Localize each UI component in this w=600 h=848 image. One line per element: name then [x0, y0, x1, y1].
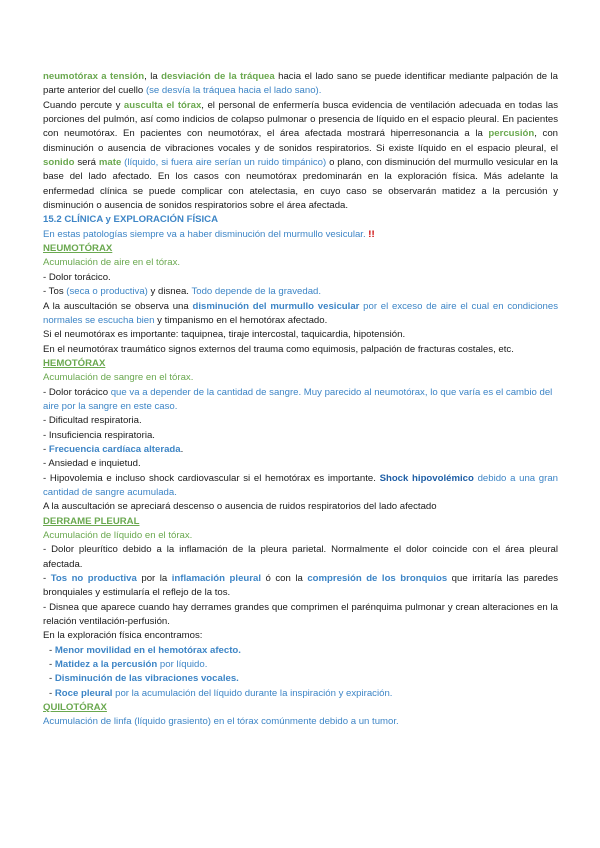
list-item: - Disnea que aparece cuando hay derrames grandes que comprimen el parénquima pulmonar y crean alteraciones en la relación ventilación-perfusión. — [43, 601, 558, 628]
list-item: - Ansiedad e inquietud. — [43, 458, 141, 470]
paragraph-tension — [43, 70, 558, 99]
term-sonido: sonido — [43, 157, 75, 169]
list-item: - Dificultad respiratoria. — [43, 415, 142, 427]
list-item — [43, 572, 558, 601]
text: - — [49, 687, 55, 699]
text: hacia el lado sano se puede identificar mediante palpación de la parte anterior del cuello — [43, 71, 558, 97]
list-item — [43, 285, 558, 299]
text: o plano, con disminución del murmullo vesicular en la base del lado afectado. En los casos con neumotórax predominarán en la exploración física. Más adelante la enfermedad clínica se puede complicar con atelectasia, en cuyo caso se observarán matidez a la percusión y disminución o ausencia de sonidos respiratorios sobre el área afectada. — [43, 157, 558, 212]
note: debido a una gran cantidad de sangre acumulada. — [43, 472, 559, 498]
text: - Dolor torácico — [43, 386, 111, 398]
paragraph: Si el neumotórax es importante: taquipnea, tiraje intercostal, taquicardia, hipotensión. — [43, 329, 406, 341]
text: será — [74, 157, 99, 169]
text: - Hipovolemia e incluso shock cardiovascular si el hemotórax es importante. — [43, 472, 380, 484]
text: por la — [136, 573, 172, 585]
term-neumotorax-tension: neumotórax a tensión — [43, 71, 145, 82]
list-item — [43, 644, 558, 658]
text: - — [43, 573, 51, 585]
term-mate: mate — [98, 157, 122, 169]
paragraph: En la exploración física encontramos: — [43, 630, 203, 642]
text: , con disminución o ausencia de vibraciones vocales y de sonidos respiratorios. Si existe líquido en el espacio pleural, el — [43, 128, 558, 154]
text: y timpanismo en el hemotórax afectado. — [154, 314, 328, 326]
text: , el personal de enfermería busca evidencia de ventilación adecuada en todas las porciones del pulmón, así como indicios de colapso pulmonar o presencia de líquido en el espacio pleural. En pacientes con neumotórax. En pacientes con neumotórax, el área afectada mostrará hiperresonancia a la — [43, 99, 558, 140]
list-item: - Dolor torácico. — [43, 271, 111, 283]
paragraph — [43, 300, 558, 329]
heading-hemotorax: HEMOTÓRAX — [43, 357, 106, 369]
section-intro — [43, 228, 558, 242]
list-item — [43, 443, 558, 457]
list-item: - Dolor pleurítico debido a la inflamación de la pleura parietal. Normalmente el dolor coincide con el área pleural afectada. — [43, 544, 558, 570]
note: por la acumulación del líquido durante la inspiración y expiración. — [112, 687, 393, 699]
term-desviacion-traquea: desviación de la tráquea — [161, 71, 275, 82]
list-item — [43, 386, 558, 415]
text: - — [49, 673, 55, 685]
paragraph: En el neumotórax traumático signos externos del trauma como equimosis, palpación de fracturas costales, etc. — [43, 343, 514, 355]
term-murmullo: disminución del murmullo vesicular — [192, 300, 360, 312]
text: que irritaría las paredes bronquiales y estimularía el reflejo de la tos. — [43, 573, 558, 599]
list-item — [43, 672, 558, 686]
alert-mark: !! — [368, 228, 375, 240]
term-frecuencia: Frecuencia cardíaca alterada — [48, 443, 181, 455]
intro-text: En estas patologías siempre va a haber disminución del murmullo vesicular. — [43, 228, 369, 240]
note-traquea: (se desvía la tráquea hacia el lado sano). — [145, 85, 322, 97]
definition: Acumulación de sangre en el tórax. — [43, 372, 194, 384]
list-item — [43, 687, 558, 701]
note: Todo depende de la gravedad. — [191, 286, 322, 298]
list-item — [43, 472, 558, 501]
definition: Acumulación de linfa (líquido grasiento) en el tórax comúnmente debido a un tumor. — [43, 716, 399, 728]
term-tos: Tos no productiva — [50, 573, 137, 585]
text: - Tos — [43, 286, 67, 298]
note: por el exceso de aire el cual en condiciones normales se escucha bien — [43, 300, 558, 326]
definition: Acumulación de aire en el tórax. — [43, 257, 181, 269]
text: - — [43, 443, 49, 455]
list-item — [43, 658, 558, 672]
note: por líquido. — [157, 659, 208, 671]
term-percusion: percusión — [488, 128, 535, 140]
text: ó con la — [261, 573, 308, 585]
note-liquido: (líquido, si fuera aire serían un ruido timpánico) — [121, 157, 327, 169]
term: Matidez a la percusión — [54, 659, 158, 671]
note: que va a depender de la cantidad de sangre. Muy parecido al neumotórax, lo que varía es el cambio del aire por la sangre en este caso. — [43, 386, 553, 412]
term-compresion: compresión de los bronquios — [307, 573, 448, 585]
text: - — [49, 644, 55, 656]
term-shock: Shock hipovolémico — [379, 472, 474, 484]
section-heading: 15.2 CLÍNICA y EXPLORACIÓN FÍSICA — [43, 214, 219, 226]
text: - — [49, 659, 55, 671]
list-item: - Insuficiencia respiratoria. — [43, 429, 155, 441]
document-page — [43, 70, 558, 730]
term: Roce pleural — [54, 687, 113, 699]
paragraph: A la auscultación se apreciará descenso o ausencia de ruidos respiratorios del lado afectado — [43, 501, 437, 513]
note: (seca o productiva) — [66, 286, 148, 298]
heading-quilotorax: QUILOTÓRAX — [43, 702, 107, 714]
heading-neumotorax: NEUMOTÓRAX — [43, 243, 113, 255]
text: Cuando percute y — [43, 99, 124, 111]
definition: Acumulación de líquido en el tórax. — [43, 530, 193, 541]
text: y disnea. — [147, 286, 192, 298]
text: A la auscultación se observa una — [43, 300, 193, 312]
text: , la — [144, 71, 162, 82]
text: . — [180, 443, 184, 455]
term-ausculta-torax: ausculta el tórax — [123, 99, 202, 111]
term: Disminución de las vibraciones vocales. — [54, 673, 239, 685]
paragraph-percusion — [43, 99, 558, 214]
term-inflamacion: inflamación pleural — [171, 573, 261, 585]
heading-derrame-pleural: DERRAME PLEURAL — [43, 515, 140, 527]
term: Menor movilidad en el hemotórax afecto. — [54, 644, 241, 656]
